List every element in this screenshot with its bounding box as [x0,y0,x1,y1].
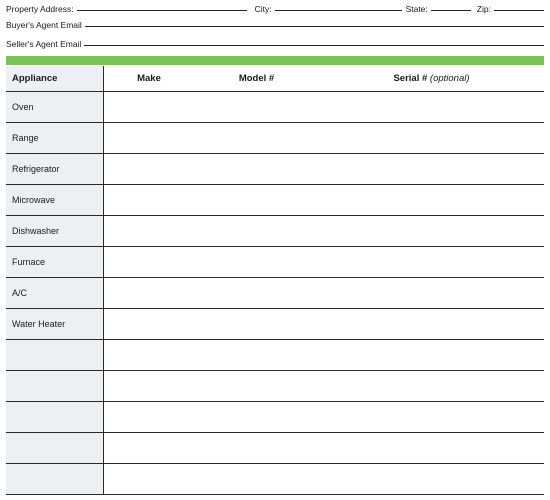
make-cell[interactable] [104,92,195,123]
section-divider-bar [6,56,544,65]
serial-cell[interactable] [319,185,544,216]
sellers-agent-row [6,35,544,49]
model-cell[interactable] [194,154,319,185]
table-row [6,154,544,185]
make-cell[interactable] [104,154,195,185]
appliance-cell: Range [6,123,104,154]
table-row [6,433,544,464]
serial-cell[interactable] [319,92,544,123]
make-cell[interactable] [104,340,195,371]
model-cell[interactable] [194,433,319,464]
state-field[interactable] [431,10,471,11]
appliance-cell: Oven [6,92,104,123]
model-cell[interactable] [194,278,319,309]
appliance-cell[interactable] [6,340,104,371]
model-cell[interactable] [194,402,319,433]
table-row [6,247,544,278]
state-label: State: [405,4,428,14]
serial-cell[interactable] [319,433,544,464]
serial-optional-note: (optional) [429,73,470,84]
make-cell[interactable] [104,402,195,433]
make-cell[interactable] [104,464,195,495]
model-cell[interactable] [194,123,319,154]
property-location-row [6,0,544,14]
model-cell[interactable] [194,216,319,247]
serial-cell[interactable] [319,123,544,154]
city-label: City: [254,4,272,14]
serial-cell[interactable] [319,402,544,433]
appliance-cell[interactable] [6,402,104,433]
appliance-table [6,66,544,495]
make-column-header: Make [104,66,195,92]
make-cell[interactable] [104,433,195,464]
make-cell[interactable] [104,278,195,309]
table-header-row [6,66,544,92]
serial-cell[interactable] [319,216,544,247]
table-row [6,402,544,433]
serial-cell[interactable] [319,464,544,495]
table-row [6,340,544,371]
serial-cell[interactable] [319,247,544,278]
appliance-cell: Microwave [6,185,104,216]
model-cell[interactable] [194,340,319,371]
table-row [6,123,544,154]
appliance-cell: A/C [6,278,104,309]
table-row [6,92,544,123]
sellers-agent-email-label: Seller's Agent Email [6,39,82,49]
appliance-cell: Furnace [6,247,104,278]
make-cell[interactable] [104,185,195,216]
appliance-cell: Dishwasher [6,216,104,247]
table-row [6,309,544,340]
serial-cell[interactable] [319,371,544,402]
table-row [6,216,544,247]
make-cell[interactable] [104,309,195,340]
serial-column-header-label: Serial # [393,73,428,84]
sellers-agent-email-field[interactable] [84,45,544,46]
serial-column-header [319,66,544,92]
serial-cell[interactable] [319,309,544,340]
model-cell[interactable] [194,309,319,340]
make-cell[interactable] [104,216,195,247]
table-row [6,185,544,216]
appliance-column-header: Appliance [6,66,104,92]
make-cell[interactable] [104,123,195,154]
serial-cell[interactable] [319,340,544,371]
model-cell[interactable] [194,247,319,278]
city-field[interactable] [275,10,402,11]
table-row [6,464,544,495]
property-address-field[interactable] [77,10,247,11]
model-cell[interactable] [194,464,319,495]
appliance-cell[interactable] [6,464,104,495]
appliance-cell: Refrigerator [6,154,104,185]
zip-field[interactable] [494,10,544,11]
appliance-cell[interactable] [6,371,104,402]
appliance-cell[interactable] [6,433,104,464]
buyers-agent-email-label: Buyer's Agent Email [6,20,82,30]
model-column-header: Model # [194,66,319,92]
table-row [6,278,544,309]
serial-cell[interactable] [319,278,544,309]
buyers-agent-row [6,16,544,30]
make-cell[interactable] [104,247,195,278]
property-address-label: Property Address: [6,4,74,14]
model-cell[interactable] [194,185,319,216]
appliance-cell: Water Heater [6,309,104,340]
model-cell[interactable] [194,92,319,123]
buyers-agent-email-field[interactable] [85,26,544,27]
serial-cell[interactable] [319,154,544,185]
table-row [6,371,544,402]
make-cell[interactable] [104,371,195,402]
model-cell[interactable] [194,371,319,402]
zip-label: Zip: [476,4,491,14]
